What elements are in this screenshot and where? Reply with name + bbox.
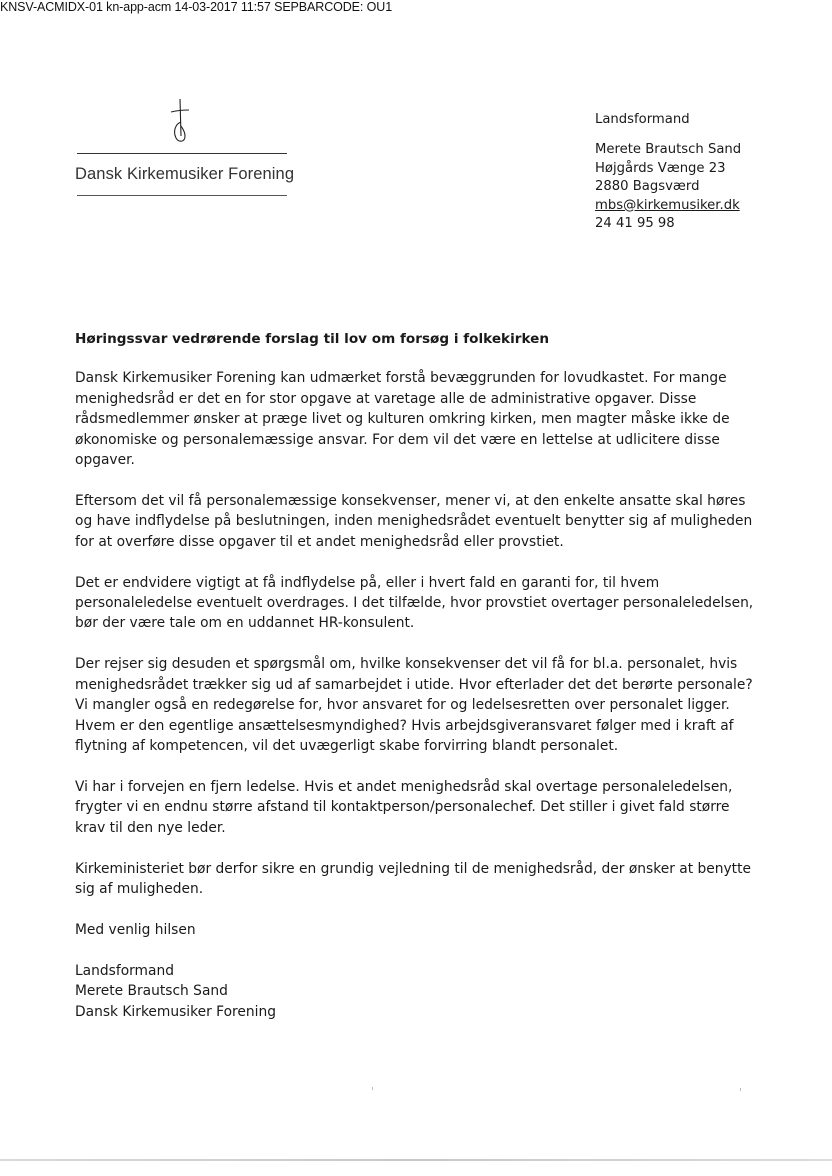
signature-name: Merete Brautsch Sand [75,983,228,1000]
paragraph-line: Vi har i forvejen en fjern ledelse. Hvis et andet menighedsråd skal overtage personaleledelsen, [75,778,733,795]
paragraph-line: for at overføre disse opgaver til et andet menighedsråd eller provstiet. [75,533,564,550]
letter-closing: Med venlig hilsen [75,921,196,938]
paragraph-line: krav til den nye leder. [75,819,226,836]
paragraph-line: og have indflydelse på beslutningen, inden menighedsrådet eventuelt benytter sig af muligheden [75,513,753,530]
paragraph-1 [75,368,775,470]
paragraph-line: Hvem er den egentlige ansættelsesmyndighed? Hvis arbejdsgiveransvaret følger med i kraft af [75,717,734,734]
paragraph-4 [75,654,775,756]
sender-street: Højgårds Vænge 23 [595,160,726,176]
paragraph-5 [75,777,775,838]
scan-header: KNSV-ACMIDX-01 kn-app-acm 14-03-2017 11:57 SEPBARCODE: OU1 [0,0,393,14]
scan-speck [740,1088,741,1091]
paragraph-2 [75,491,775,552]
sender-address-block [595,111,741,233]
paragraph-line: Dansk Kirkemusiker Forening kan udmærket forstå bevæggrunden for lovudkastet. For mange [75,370,727,387]
sender-role: Landsformand [595,112,690,127]
paragraph-line: menighedsrådet trækker sig ud af samarbejdet i utide. Hvor efterlader det det berørte personale? [75,676,753,693]
scan-speck [372,1087,373,1090]
paragraph-line: personaleledelse eventuelt overdrages. I det tilfælde, hvor provstiet overtager personaleledelsen, [75,595,754,612]
signature-block [75,961,775,1022]
paragraph-line: Der rejser sig desuden et spørgsmål om, hvilke konsekvenser det vil få for bl.a. personalet, hvis [75,656,738,673]
signature-role: Landsformand [75,962,174,979]
sender-name: Merete Brautsch Sand [595,142,742,158]
paragraph-line: Kirkeministeriet bør derfor sikre en grundig vejledning til de menighedsråd, der ønsker at benytte [75,860,751,877]
paragraph-line: menighedsråd er det en for stor opgave at varetage alle de administrative opgaver. Disse [75,390,697,407]
paragraph-3 [75,573,775,634]
organ-pipe-note-icon [165,98,197,146]
letter-subject: Høringssvar vedrørende forslag til lov om forsøg i folkekirken [75,331,550,347]
paragraph-line: opgaver. [75,452,135,469]
sender-phone: 24 41 95 98 [595,216,675,232]
signature-organization: Dansk Kirkemusiker Forening [75,1003,276,1020]
letter-body [75,329,775,1022]
sender-city: 2880 Bagsværd [595,179,700,195]
paragraph-line: sig af muligheden. [75,881,204,898]
paragraph-line: Det er endvidere vigtigt at få indflydelse på, eller i hvert fald en garanti for, til hvem [75,574,660,591]
logo-rule-bottom [77,195,287,196]
paragraph-line: frygter vi en endnu større afstand til kontaktperson/personalechef. Det stiller i givet fald større [75,799,730,816]
scan-bottom-edge [0,1159,832,1161]
paragraph-line: økonomiske og personalemæssige ansvar. For dem vil det være en lettelse at udlicitere disse [75,431,720,448]
organization-logo [75,98,295,208]
paragraph-line: rådsmedlemmer ønsker at præge livet og kulturen omkring kirken, men magter måske ikke de [75,411,730,428]
paragraph-6 [75,859,775,900]
logo-rule-top [77,153,287,154]
logo-organization-name: Dansk Kirkemusiker Forening [75,165,295,183]
paragraph-line: flytning af kompetencen, vil det uvægerligt skabe forvirring blandt personalet. [75,738,619,754]
sender-email-link[interactable]: mbs@kirkemusiker.dk [595,197,740,213]
paragraph-line: Eftersom det vil få personalemæssige konsekvenser, mener vi, at den enkelte ansatte skal høres [75,492,746,509]
paragraph-line: bør der være tale om en uddannet HR-konsulent. [75,615,415,632]
paragraph-line: Vi mangler også en redegørelse for, hvor ansvaret for og ledelsesretten over personalet ligger. [75,697,730,714]
